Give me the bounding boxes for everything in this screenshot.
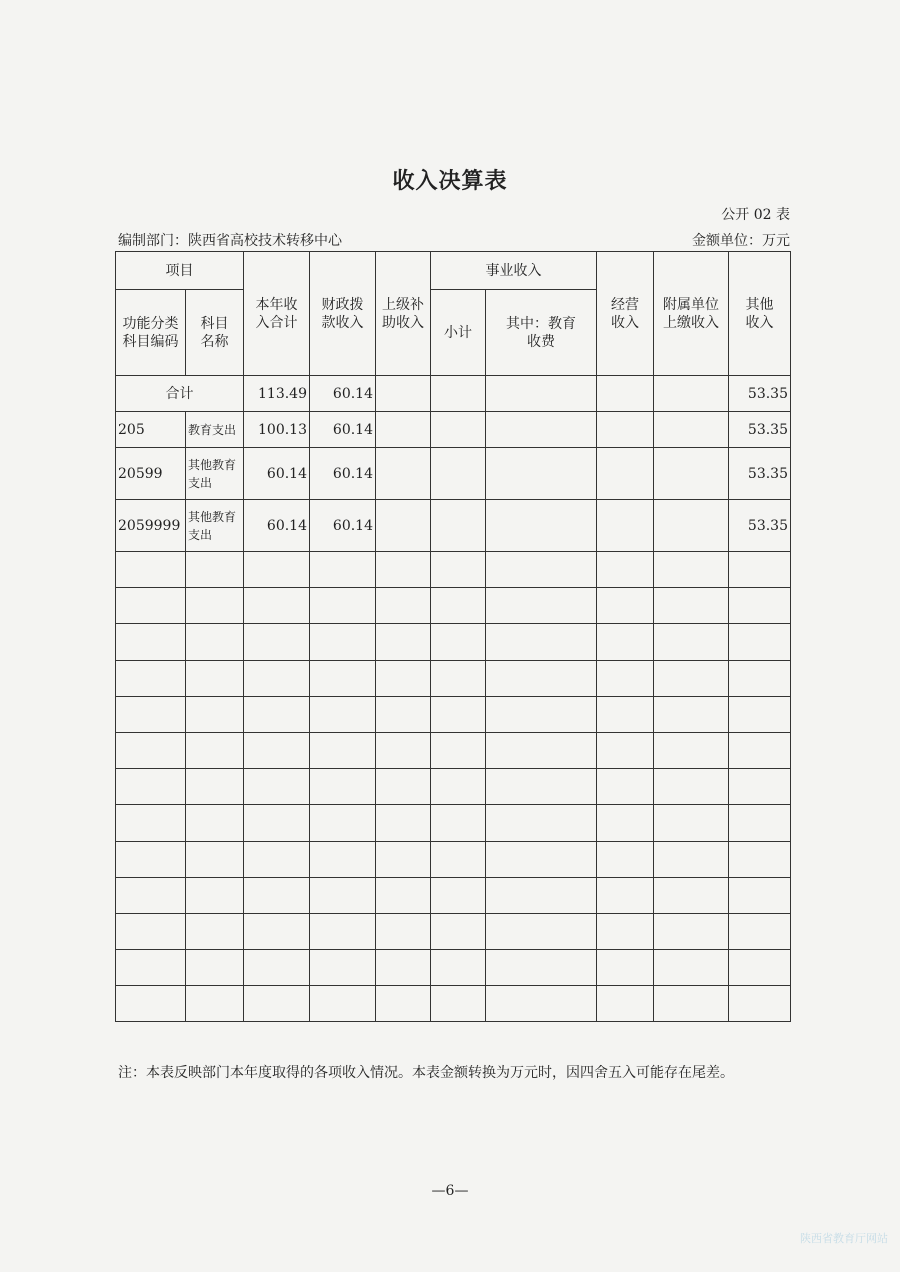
header-total: 本年收 入合计 — [244, 252, 310, 376]
header-name: 科目 名称 — [186, 290, 244, 376]
form-number: 公开 02 表 — [721, 207, 790, 223]
page-title: 收入决算表 — [392, 168, 508, 194]
total-label: 合计 — [116, 376, 244, 412]
empty-row — [116, 769, 791, 805]
row-name: 其他教育 支出 — [186, 500, 244, 552]
row-fiscal: 60.14 — [310, 500, 376, 552]
empty-row — [116, 624, 791, 660]
header-fiscal: 财政拨 款收入 — [310, 252, 376, 376]
empty-row — [116, 696, 791, 732]
empty-row — [116, 805, 791, 841]
table-row — [116, 448, 791, 500]
table-row — [116, 412, 791, 448]
empty-row — [116, 841, 791, 877]
empty-row — [116, 588, 791, 624]
table-row — [116, 500, 791, 552]
header-affiliate: 附属单位 上缴收入 — [654, 252, 729, 376]
page-number: —6— — [431, 1183, 469, 1199]
empty-row — [116, 552, 791, 588]
total-fiscal: 60.14 — [310, 376, 376, 412]
empty-row — [116, 913, 791, 949]
empty-row — [116, 732, 791, 768]
empty-row — [116, 660, 791, 696]
watermark: 陕西省教育厅网站 — [800, 1232, 888, 1245]
header-subtotal: 小计 — [431, 290, 486, 376]
unit-label: 金额单位：万元 — [692, 233, 790, 249]
row-code: 205 — [116, 412, 186, 448]
empty-row — [116, 877, 791, 913]
row-code: 20599 — [116, 448, 186, 500]
row-name: 教育支出 — [186, 412, 244, 448]
row-other: 53.35 — [729, 500, 791, 552]
header-code: 功能分类 科目编码 — [116, 290, 186, 376]
department-label: 编制部门：陕西省高校技术转移中心 — [118, 233, 342, 249]
empty-row — [116, 950, 791, 986]
header-superior: 上级补 助收入 — [376, 252, 431, 376]
row-fiscal: 60.14 — [310, 412, 376, 448]
header-career: 事业收入 — [431, 252, 597, 290]
total-total: 113.49 — [244, 376, 310, 412]
footnote: 注：本表反映部门本年度取得的各项收入情况。本表金额转换为万元时，因四舍五入可能存在尾差。 — [118, 1065, 734, 1081]
row-name: 其他教育 支出 — [186, 448, 244, 500]
row-total: 60.14 — [244, 448, 310, 500]
total-row — [116, 376, 791, 412]
row-other: 53.35 — [729, 412, 791, 448]
header-other: 其他 收入 — [729, 252, 791, 376]
header-business: 经营 收入 — [597, 252, 654, 376]
income-table — [115, 251, 791, 1022]
row-other: 53.35 — [729, 448, 791, 500]
row-fiscal: 60.14 — [310, 448, 376, 500]
header-edu-fee: 其中：教育 收费 — [486, 290, 597, 376]
total-other: 53.35 — [729, 376, 791, 412]
empty-row — [116, 986, 791, 1022]
header-project: 项目 — [116, 252, 244, 290]
row-code: 2059999 — [116, 500, 186, 552]
row-total: 100.13 — [244, 412, 310, 448]
row-total: 60.14 — [244, 500, 310, 552]
